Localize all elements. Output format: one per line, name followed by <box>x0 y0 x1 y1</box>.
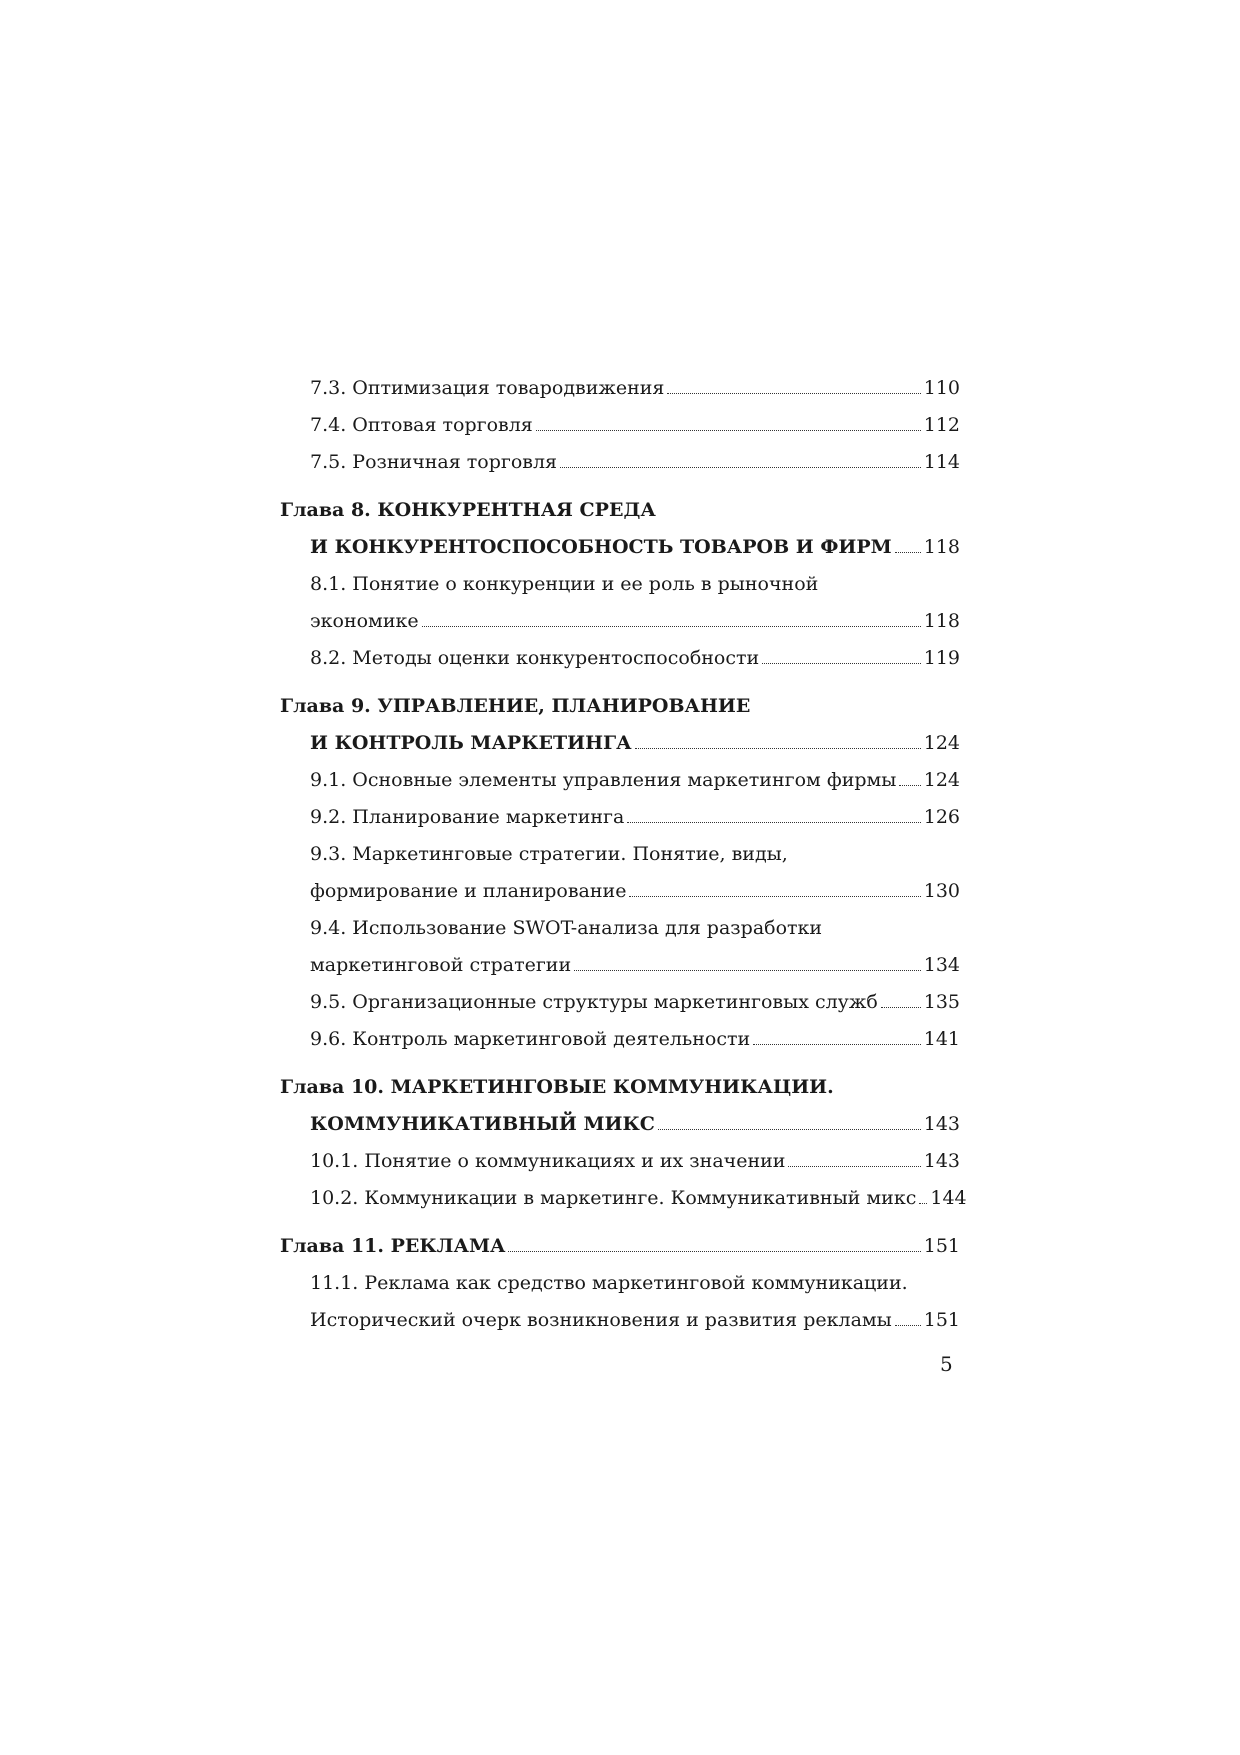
chapter-title-continued: И КОНТРОЛЬ МАРКЕТИНГА <box>310 732 632 754</box>
toc-entry-title-continued: экономике <box>310 610 419 632</box>
chapter-title: Глава 10. МАРКЕТИНГОВЫЕ КОММУНИКАЦИИ. <box>280 1076 834 1098</box>
toc-entry-page: 110 <box>923 377 960 399</box>
leader-dots <box>919 1203 927 1204</box>
toc-entry-page: 143 <box>923 1113 960 1135</box>
leader-dots <box>762 663 921 664</box>
toc-entry-page: 141 <box>923 1028 960 1050</box>
leader-dots <box>536 430 921 431</box>
leader-dots <box>574 970 921 971</box>
toc-chapter-10 <box>280 1098 960 1135</box>
toc-entry-title-continued: маркетинговой стратегии <box>310 954 572 976</box>
leader-dots <box>667 393 920 394</box>
toc-entry-title: 9.3. Маркетинговые стратегии. Понятие, виды, <box>310 843 788 865</box>
toc-entry-title: 9.1. Основные элементы управления маркетингом фирмы <box>310 769 897 791</box>
toc-entry-11-1 <box>280 1294 960 1331</box>
toc-chapter-8 <box>280 521 960 558</box>
chapter-title-continued: И КОНКУРЕНТОСПОСОБНОСТЬ ТОВАРОВ И ФИРМ <box>310 536 892 558</box>
toc-entry-10-1 <box>280 1135 960 1172</box>
toc-chapter-8-heading <box>280 484 960 521</box>
leader-dots <box>881 1007 921 1008</box>
toc-entry-7-5 <box>280 436 960 473</box>
toc-entry-8-1 <box>280 595 960 632</box>
leader-dots <box>560 467 921 468</box>
chapter-title: Глава 11. РЕКЛАМА <box>280 1235 506 1257</box>
toc-entry-7-3 <box>280 362 960 399</box>
toc-entry-title: 7.3. Оптимизация товародвижения <box>310 377 665 399</box>
toc-entry-9-3-heading <box>280 828 960 865</box>
toc-entry-title: 9.4. Использование SWOT-анализа для разработки <box>310 917 823 939</box>
leader-dots <box>508 1251 920 1252</box>
leader-dots <box>753 1044 921 1045</box>
toc-entry-page: 130 <box>923 880 960 902</box>
toc-entry-page: 126 <box>923 806 960 828</box>
toc-entry-title: 10.2. Коммуникации в маркетинге. Коммуникативный микс <box>310 1187 917 1209</box>
toc-entry-page: 143 <box>923 1150 960 1172</box>
toc-entry-title: 7.4. Оптовая торговля <box>310 414 533 436</box>
toc-entry-page: 134 <box>923 954 960 976</box>
toc-entry-page: 112 <box>923 414 960 436</box>
toc-entry-page: 118 <box>923 536 960 558</box>
toc-entry-page: 114 <box>923 451 960 473</box>
toc-entry-9-3 <box>280 865 960 902</box>
toc-chapter-11 <box>280 1220 960 1257</box>
toc-entry-11-1-heading <box>280 1257 960 1294</box>
toc-entry-page: 151 <box>923 1309 960 1331</box>
leader-dots <box>788 1166 920 1167</box>
toc-entry-9-5 <box>280 976 960 1013</box>
toc-entry-title: 8.2. Методы оценки конкурентоспособности <box>310 647 760 669</box>
chapter-title-continued: КОММУНИКАТИВНЫЙ МИКС <box>310 1113 655 1135</box>
leader-dots <box>895 552 921 553</box>
toc-entry-page: 135 <box>923 991 960 1013</box>
toc-entry-title: 10.1. Понятие о коммуникациях и их значении <box>310 1150 786 1172</box>
toc-entry-7-4 <box>280 399 960 436</box>
leader-dots <box>627 822 920 823</box>
leader-dots <box>629 896 920 897</box>
toc-entry-title: 7.5. Розничная торговля <box>310 451 558 473</box>
toc-entry-title: 9.6. Контроль маркетинговой деятельности <box>310 1028 751 1050</box>
toc-entry-page: 124 <box>923 732 960 754</box>
toc-entry-9-4-heading <box>280 902 960 939</box>
table-of-contents <box>280 362 967 1331</box>
toc-chapter-9-heading <box>280 680 960 717</box>
chapter-title: Глава 8. КОНКУРЕНТНАЯ СРЕДА <box>280 499 656 521</box>
leader-dots <box>635 748 921 749</box>
toc-entry-page: 151 <box>923 1235 960 1257</box>
leader-dots <box>899 785 920 786</box>
toc-entry-9-6 <box>280 1013 960 1050</box>
page-number: 5 <box>940 1352 953 1376</box>
toc-entry-8-2 <box>280 632 960 669</box>
toc-entry-title: 9.5. Организационные структуры маркетинговых служб <box>310 991 878 1013</box>
toc-entry-page: 124 <box>923 769 960 791</box>
toc-entry-8-1-heading <box>280 558 960 595</box>
toc-entry-10-2 <box>280 1172 967 1209</box>
leader-dots <box>422 626 921 627</box>
toc-entry-page: 119 <box>923 647 960 669</box>
toc-entry-page: 118 <box>923 610 960 632</box>
chapter-title: Глава 9. УПРАВЛЕНИЕ, ПЛАНИРОВАНИЕ <box>280 695 751 717</box>
toc-entry-9-2 <box>280 791 960 828</box>
toc-entry-title: 9.2. Планирование маркетинга <box>310 806 625 828</box>
toc-entry-title: 11.1. Реклама как средство маркетинговой коммуникации. <box>310 1272 908 1294</box>
toc-entry-title-continued: формирование и планирование <box>310 880 627 902</box>
toc-entry-title-continued: Исторический очерк возникновения и развития рекламы <box>310 1309 892 1331</box>
leader-dots <box>895 1325 921 1326</box>
toc-entry-title: 8.1. Понятие о конкуренции и ее роль в рыночной <box>310 573 819 595</box>
leader-dots <box>658 1129 921 1130</box>
toc-entry-9-4 <box>280 939 960 976</box>
toc-chapter-9 <box>280 717 960 754</box>
toc-entry-9-1 <box>280 754 960 791</box>
toc-chapter-10-heading <box>280 1061 960 1098</box>
toc-entry-page: 144 <box>930 1187 967 1209</box>
